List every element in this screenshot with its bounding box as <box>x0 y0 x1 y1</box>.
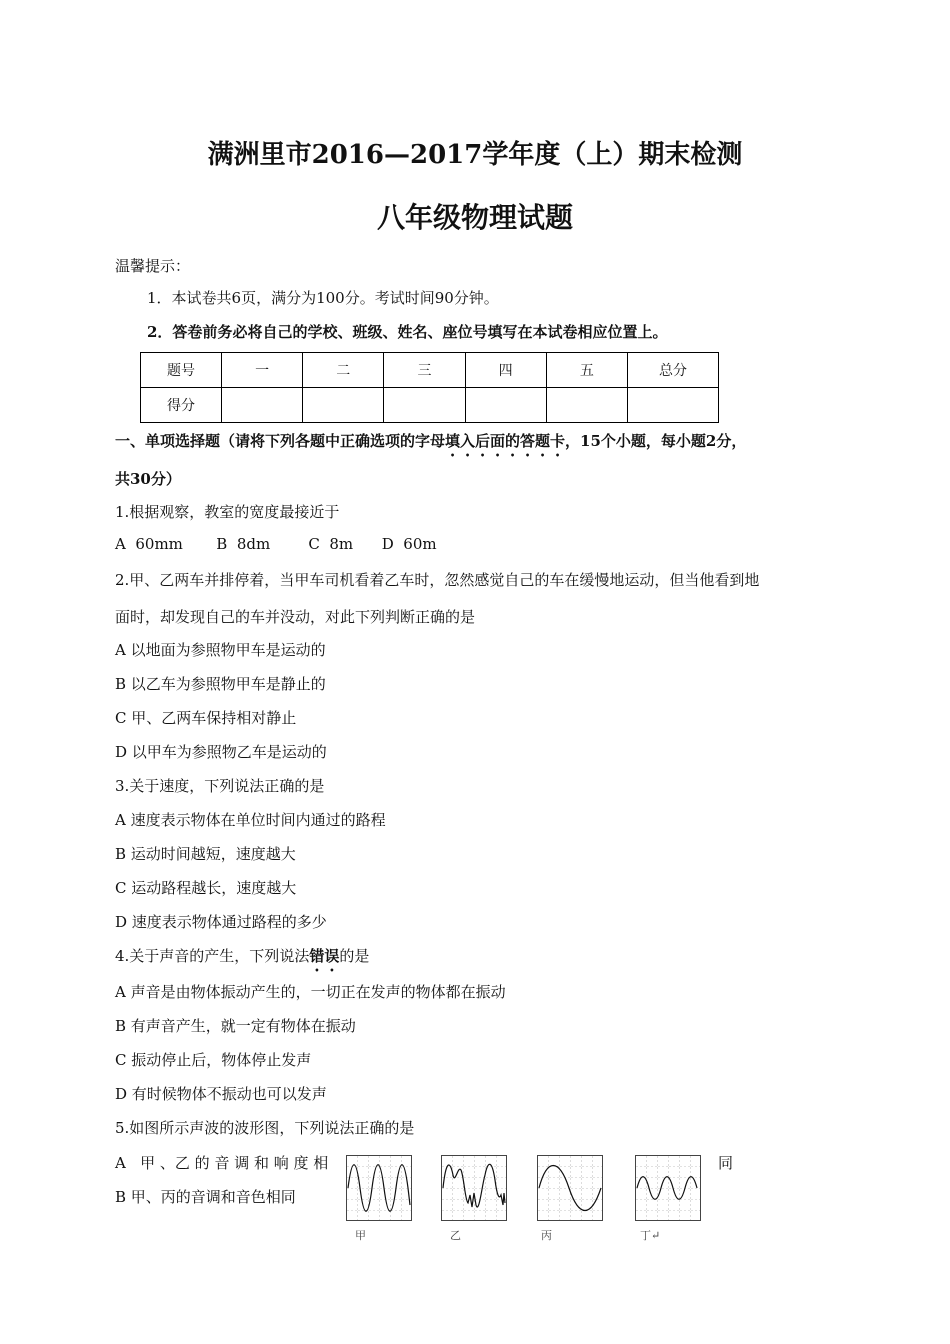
exam-subtitle: 八年级物理试题 <box>376 201 573 234</box>
q1-stem: 1.根据观察，教室的宽度最接近于 <box>115 503 340 521</box>
score-header-cell: 三 <box>384 353 465 388</box>
score-header-cell: 四 <box>465 353 546 388</box>
section1-heading-line2: 共30分） <box>115 470 181 488</box>
q2-option-d: D 以甲车为参照物乙车是运动的 <box>115 743 327 761</box>
q4-stem-post: 的是 <box>339 947 370 965</box>
q4-option-d: D 有时候物体不振动也可以发声 <box>115 1085 327 1103</box>
q5-stem: 5.如图所示声波的波形图，下列说法正确的是 <box>115 1119 415 1137</box>
q3-option-d: D 速度表示物体通过路程的多少 <box>115 913 327 931</box>
q3-option-c: C 运动路程越长，速度越大 <box>115 879 297 897</box>
q5-option-a: A 甲 、乙 的 音 调 和 响 度 相 <box>115 1154 329 1172</box>
score-header-cell: 总分 <box>628 353 719 388</box>
waveform-jia <box>346 1155 412 1221</box>
score-header-cell: 一 <box>222 353 303 388</box>
score-input-cell[interactable] <box>628 388 719 423</box>
score-header-cell: 题号 <box>141 353 222 388</box>
score-header-cell: 五 <box>546 353 627 388</box>
q4-option-a: A 声音是由物体振动产生的，一切正在发声的物体都在振动 <box>115 983 506 1001</box>
waveform-label-ding: 丁↵ <box>640 1229 661 1242</box>
q4-option-c: C 振动停止后，物体停止发声 <box>115 1051 312 1069</box>
q4-stem <box>115 945 369 975</box>
score-input-cell[interactable] <box>222 388 303 423</box>
score-row-label: 得分 <box>141 388 222 423</box>
exam-title: 满洲里市2016—2017学年度（上）期末检测 <box>207 140 743 170</box>
q5-option-a-end: 同 <box>718 1154 734 1172</box>
score-input-cell[interactable] <box>465 388 546 423</box>
note-item-1: 1．本试卷共6页，满分为100分。考试时间90分钟。 <box>147 289 499 307</box>
waveform-bing <box>537 1155 603 1221</box>
q2-stem-line2: 面时，却发现自己的车并没动，对此下列判断正确的是 <box>115 608 476 626</box>
waveform-label-bing: 丙 <box>541 1229 552 1242</box>
q3-option-a: A 速度表示物体在单位时间内通过的路程 <box>115 811 386 829</box>
q4-option-b: B 有声音产生，就一定有物体在振动 <box>115 1017 356 1035</box>
q5-option-b: B 甲、丙的音调和音色相同 <box>115 1188 296 1206</box>
q3-stem: 3.关于速度，下列说法正确的是 <box>115 777 325 795</box>
q2-option-a: A 以地面为参照物甲车是运动的 <box>115 641 326 659</box>
q1-options: A 60mm B 8dm C 8m D 60m <box>115 535 437 553</box>
section1-heading-pre: 一、单项选择题（请将下列各题中正确选项的字母 <box>115 432 446 450</box>
score-table <box>140 352 719 423</box>
q4-stem-pre: 4.关于声音的产生，下列说法 <box>115 947 310 965</box>
score-input-cell[interactable] <box>303 388 384 423</box>
score-input-cell[interactable] <box>384 388 465 423</box>
section1-heading <box>115 430 746 460</box>
section1-heading-post: ，15个小题，每小题2分， <box>565 432 747 450</box>
note-item-2: 2．答卷前务必将自己的学校、班级、姓名、座位号填写在本试卷相应位置上。 <box>147 323 668 341</box>
score-input-cell[interactable] <box>546 388 627 423</box>
score-table-header-row <box>141 353 719 388</box>
q3-option-b: B 运动时间越短，速度越大 <box>115 845 296 863</box>
waveform-ding <box>635 1155 701 1221</box>
q2-option-b: B 以乙车为参照物甲车是静止的 <box>115 675 326 693</box>
waveform-label-yi: 乙 <box>450 1229 461 1242</box>
q2-option-c: C 甲、乙两车保持相对静止 <box>115 709 297 727</box>
score-table-score-row <box>141 388 719 423</box>
waveform-yi <box>441 1155 507 1221</box>
notes-heading: 温馨提示： <box>115 257 191 275</box>
waveform-label-jia: 甲 <box>355 1229 366 1242</box>
section1-heading-emphasis: 填入后面的答题卡 <box>445 432 566 450</box>
score-header-cell: 二 <box>303 353 384 388</box>
q4-stem-emphasis: 错误 <box>309 947 340 965</box>
q2-stem-line1: 2.甲、乙两车并排停着，当甲车司机看着乙车时，忽然感觉自己的车在缓慢地运动，但当他看到地 <box>115 571 760 589</box>
